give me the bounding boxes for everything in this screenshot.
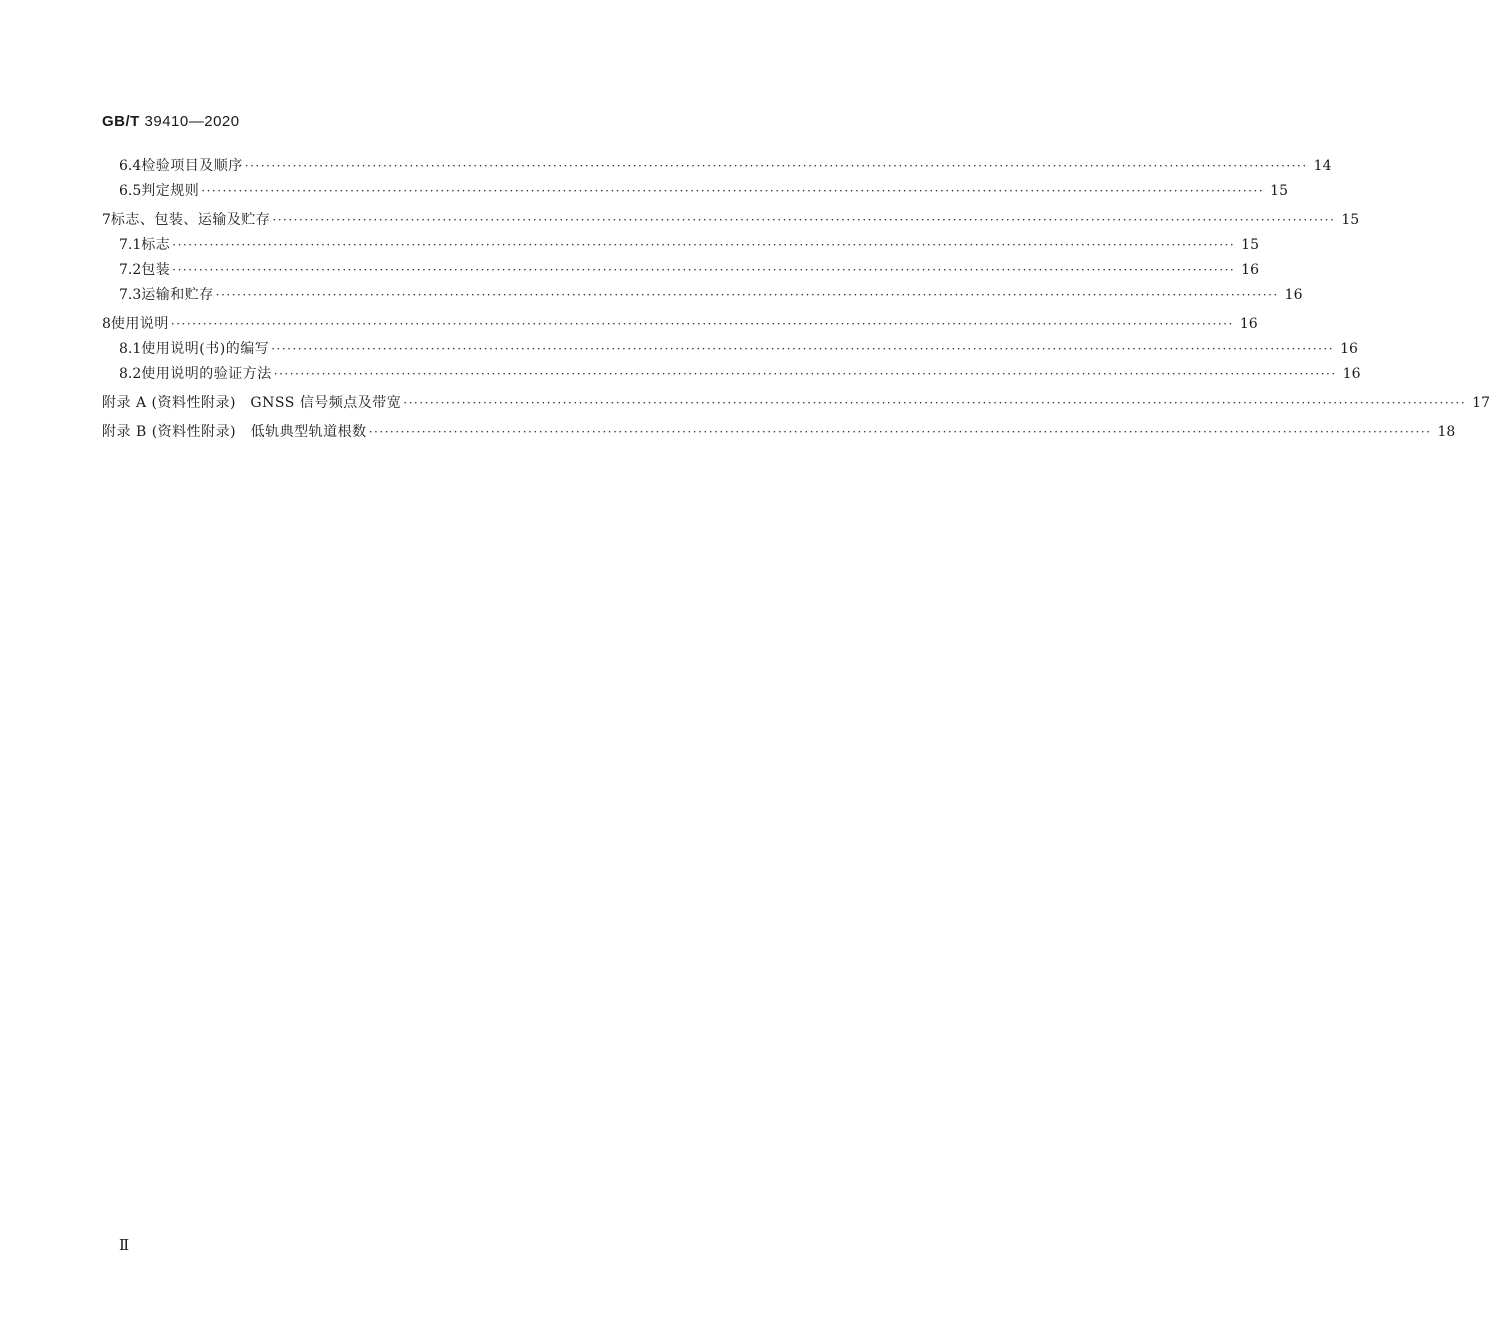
toc-entry-page: 15: [1241, 237, 1259, 253]
toc-entry[interactable]: [102, 314, 1258, 339]
toc-dot-leader: ········································································································································································································: [215, 288, 1279, 302]
toc-entry-title: 使用说明: [110, 316, 169, 332]
toc-entry-number: 7.3: [119, 287, 142, 303]
toc-entry[interactable]: [102, 339, 1358, 364]
toc-entry-title: 检验项目及顺序: [141, 158, 243, 174]
toc-entry[interactable]: [102, 235, 1259, 260]
toc-dot-leader: ········································································································································································································: [201, 184, 1265, 198]
toc-entry-page: 16: [1342, 366, 1361, 382]
toc-entry-number: 7.2: [119, 262, 142, 278]
toc-entry-page: 16: [1284, 287, 1303, 303]
toc-dot-leader: ········································································································································································································: [271, 342, 1335, 356]
toc-dot-leader: ········································································································································································································: [273, 367, 1337, 381]
toc-entry-number: 6.4: [119, 158, 142, 174]
toc-entry-number: 8.2: [119, 366, 142, 382]
toc-entry-page: 16: [1340, 341, 1358, 357]
toc-entry-page: 16: [1241, 262, 1259, 278]
toc-entry-title: 包装: [141, 262, 171, 278]
standard-code: GB/T: [102, 113, 140, 130]
document-header: [102, 113, 240, 130]
toc-dot-leader: ········································································································································································································: [403, 396, 1467, 410]
toc-entry-page: 18: [1437, 424, 1456, 440]
toc-entry[interactable]: [102, 156, 1332, 181]
toc-entry-number: 7: [102, 212, 111, 228]
toc-entry-title: 标志: [141, 237, 171, 253]
page-number: Ⅱ: [119, 1236, 130, 1254]
toc-entry-number: 7.1: [119, 237, 142, 253]
toc-entry-title: 使用说明(书)的编写: [141, 341, 270, 357]
toc-entry-title: 附录 B (资料性附录) 低轨典型轨道根数: [102, 424, 367, 440]
table-of-contents: [102, 156, 1490, 447]
toc-entry[interactable]: [102, 364, 1361, 389]
toc-entry[interactable]: [102, 422, 1456, 447]
toc-entry-page: 14: [1313, 158, 1332, 174]
toc-entry-title: 附录 A (资料性附录) GNSS 信号频点及带宽: [102, 395, 402, 411]
toc-entry[interactable]: [102, 181, 1288, 206]
toc-entry-page: 16: [1239, 316, 1258, 332]
toc-entry[interactable]: [102, 210, 1360, 235]
toc-entry-number: 8: [102, 316, 111, 332]
toc-entry-number: 6.5: [119, 183, 142, 199]
toc-dot-leader: ········································································································································································································: [172, 238, 1236, 252]
standard-number: 39410—2020: [144, 113, 240, 130]
toc-entry-title: 使用说明的验证方法: [141, 366, 272, 382]
toc-entry-page: 15: [1341, 212, 1360, 228]
toc-dot-leader: ········································································································································································································: [170, 317, 1234, 331]
toc-dot-leader: ········································································································································································································: [272, 213, 1336, 227]
toc-entry-page: 17: [1472, 395, 1490, 411]
toc-entry[interactable]: [102, 260, 1259, 285]
toc-entry-title: 运输和贮存: [141, 287, 214, 303]
toc-dot-leader: ········································································································································································································: [244, 159, 1308, 173]
toc-entry-page: 15: [1270, 183, 1288, 199]
toc-entry-title: 判定规则: [141, 183, 200, 199]
toc-dot-leader: ········································································································································································································: [368, 425, 1432, 439]
toc-entry-number: 8.1: [119, 341, 142, 357]
toc-entry[interactable]: [102, 285, 1303, 310]
toc-dot-leader: ········································································································································································································: [172, 263, 1236, 277]
toc-entry[interactable]: [102, 393, 1490, 418]
toc-entry-title: 标志、包装、运输及贮存: [110, 212, 271, 228]
